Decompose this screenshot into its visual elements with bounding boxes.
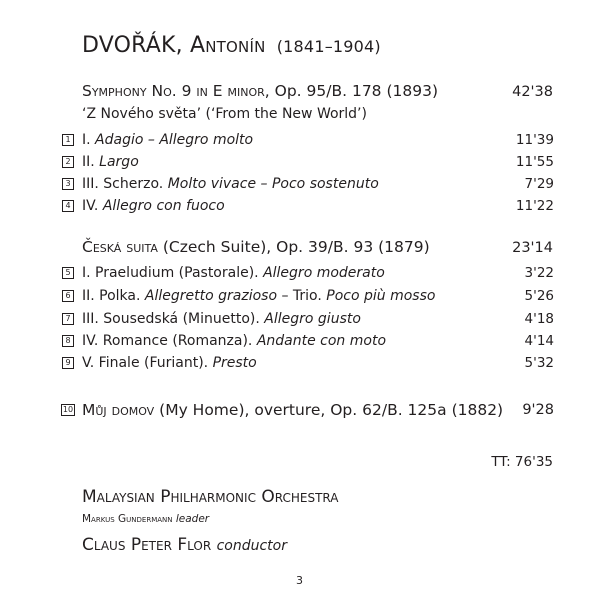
track-title [82, 174, 379, 194]
leader-role: leader [175, 513, 210, 525]
track-row [62, 309, 554, 329]
work-subtitle: ‘Z Nového světa’ (‘From the New World’) [82, 106, 367, 122]
track-movement: I. [82, 132, 96, 148]
work-title-my-home [82, 400, 503, 420]
conductor-name: Claus Peter Flor [82, 535, 212, 555]
track-duration: 11'22 [515, 198, 554, 214]
work-title-details: (My Home), overture, Op. 62/B. 125a (1882) [154, 401, 504, 419]
work-duration: 23'14 [512, 240, 553, 256]
track-number-box: 4 [62, 200, 74, 212]
track-tempo-trio: Poco più mosso [326, 288, 436, 304]
track-title [82, 130, 253, 150]
track-movement: I. Praeludium (Pastorale). [82, 265, 264, 281]
track-tempo: Largo [99, 154, 139, 170]
work-title-details: Op. 95/B. 178 (1893) [269, 82, 439, 100]
conductor-role: conductor [216, 538, 287, 554]
track-row [62, 152, 554, 172]
total-time: TT: 76'35 [491, 454, 553, 470]
composer-firstname: Antonín [190, 33, 266, 58]
track-title [82, 353, 257, 373]
track-title [82, 331, 386, 351]
composer-dates: (1841–1904) [276, 37, 381, 56]
track-tempo: Allegro giusto [264, 311, 361, 327]
track-row-overture [62, 400, 554, 422]
track-duration: 5'26 [524, 288, 554, 304]
work-title-czech-suite [82, 238, 430, 256]
track-duration: 7'29 [524, 176, 554, 192]
work-title-details: (Czech Suite), Op. 39/B. 93 (1879) [157, 238, 430, 256]
track-trio: – Trio. [277, 288, 327, 304]
track-movement: II. [82, 154, 100, 170]
track-duration: 3'22 [524, 265, 554, 281]
leader-name: Markus Gundermann [82, 513, 173, 525]
track-row [62, 130, 554, 150]
track-title [82, 263, 385, 283]
track-row [62, 174, 554, 194]
track-movement: III. Scherzo. [82, 176, 168, 192]
composer-heading [82, 33, 381, 58]
track-title [82, 196, 225, 216]
track-tempo: Allegro con fuoco [102, 198, 225, 214]
track-tempo: Allegro moderato [263, 265, 385, 281]
work-title-main: Česká suita [82, 238, 158, 256]
track-tempo: Presto [212, 355, 257, 371]
track-number-box: 5 [62, 267, 74, 279]
track-tempo: Andante con moto [256, 333, 387, 349]
composer-surname: DVOŘÁK, [82, 33, 183, 58]
track-tempo: Molto vivace – Poco sostenuto [167, 176, 379, 192]
track-tempo: Adagio – Allegro molto [95, 132, 254, 148]
track-movement: V. Finale (Furiant). [82, 355, 213, 371]
track-movement: IV. [82, 198, 103, 214]
track-row [62, 286, 554, 306]
track-number-box: 9 [62, 357, 74, 369]
work-title-main: Symphony No. 9 in E minor, [82, 82, 270, 100]
work-duration: 9'28 [522, 402, 554, 418]
track-tempo: Allegretto grazioso [144, 288, 278, 304]
track-row [62, 353, 554, 373]
track-duration: 11'39 [515, 132, 554, 148]
track-number-box: 6 [62, 290, 74, 302]
work-duration: 42'38 [512, 84, 553, 100]
track-number-box: 2 [62, 156, 74, 168]
orchestra-name: Malaysian Philharmonic Orchestra [82, 487, 339, 507]
page-number: 3 [296, 574, 303, 587]
work-title-main: Můj domov [82, 401, 155, 419]
track-duration: 5'32 [524, 355, 554, 371]
track-row [62, 196, 554, 216]
track-title [82, 152, 139, 172]
track-number-box: 10 [62, 405, 74, 414]
track-duration: 4'14 [524, 333, 554, 349]
track-movement: IV. Romance (Romanza). [82, 333, 257, 349]
conductor-credit [82, 535, 287, 555]
leader-credit [82, 513, 209, 525]
track-number-box: 7 [62, 313, 74, 325]
track-row [62, 331, 554, 351]
track-number-box: 8 [62, 335, 74, 347]
track-number-box: 1 [62, 134, 74, 146]
track-duration: 4'18 [524, 311, 554, 327]
track-title [82, 286, 435, 306]
track-number-box: 3 [62, 178, 74, 190]
track-movement: II. Polka. [82, 288, 145, 304]
track-movement: III. Sousedská (Minuetto). [82, 311, 265, 327]
track-title [82, 309, 361, 329]
work-title-symphony [82, 82, 438, 100]
track-row [62, 263, 554, 283]
track-duration: 11'55 [515, 154, 554, 170]
